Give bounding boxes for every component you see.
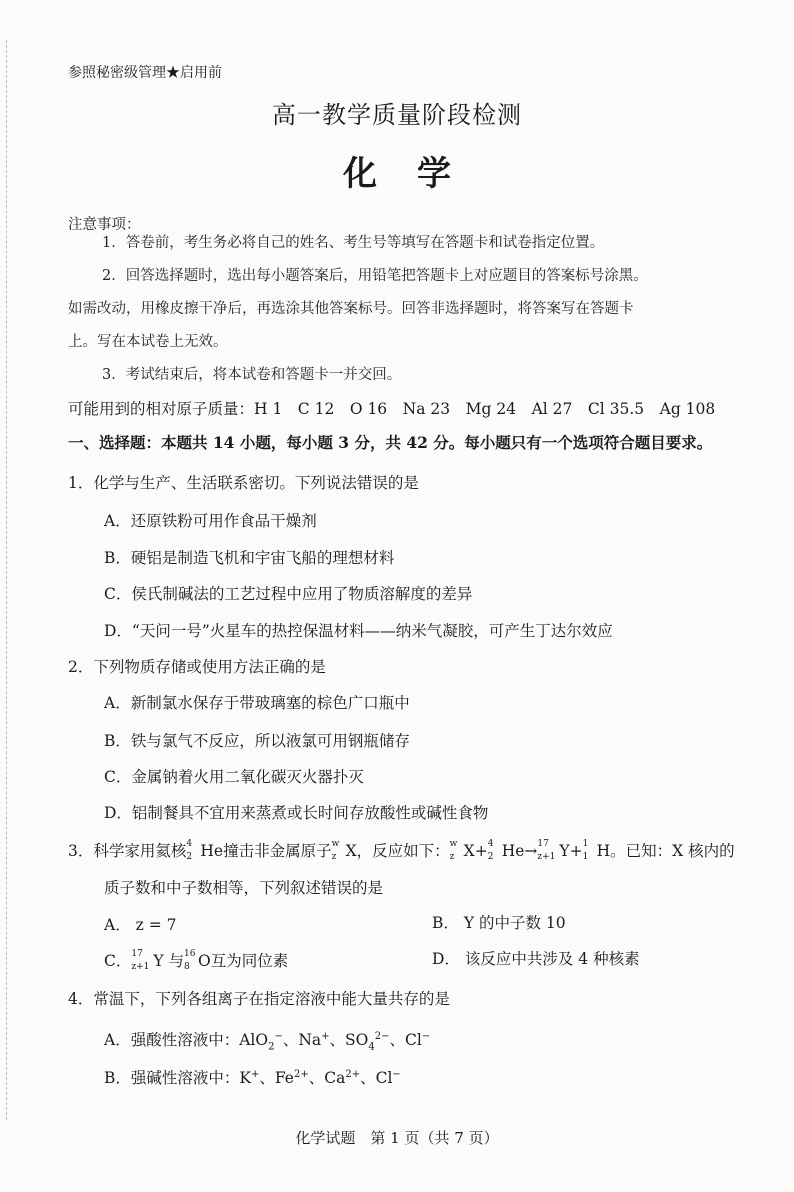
option-c-text-1: Y 与: [153, 952, 185, 970]
option-label: C．: [104, 952, 132, 970]
q1-option-d: D．“天问一号”火星车的热控保温材料——纳米气凝胶，可产生丁达尔效应: [104, 622, 613, 640]
q2-option-b: B．铁与氯气不反应，所以液氯可用钢瓶储存: [104, 732, 410, 750]
text: A．强酸性溶液中：AlO: [104, 1031, 269, 1050]
q4-option-b: [104, 1064, 401, 1089]
mass-number: 17: [131, 949, 143, 959]
reaction-he: He→: [501, 842, 538, 860]
reaction-x-nuclide: [450, 841, 464, 863]
text: 、Ca: [308, 1069, 346, 1088]
reaction-h: H。已知：X 核内的: [596, 842, 735, 860]
subscript: 2: [268, 1041, 275, 1053]
q3-option-a: A． z = 7: [104, 916, 177, 934]
notes-heading: 注意事项：: [68, 217, 141, 233]
q3-option-d: D． 该反应中共涉及 4 种核素: [432, 950, 640, 968]
note-item-1: 1．答卷前，考生务必将自己的姓名、考生号等填写在答题卡和试卷指定位置。: [102, 235, 605, 251]
text: 、Na: [282, 1031, 322, 1050]
atomic-number: 2: [186, 852, 193, 862]
atomic-number: z+1: [537, 852, 556, 862]
oxygen-nuclide: [184, 951, 198, 973]
mass-number: 4: [487, 839, 494, 849]
note-item-2-line-1: 2．回答选择题时，选出每小题答案后，用铅笔把答题卡上对应题目的答案标号涂黑。: [102, 268, 648, 284]
q2-stem: 2．下列物质存储或使用方法正确的是: [68, 658, 326, 676]
exam-title: 高一教学质量阶段检测: [272, 101, 522, 129]
binding-line: [6, 40, 7, 1120]
superscript: 2+: [345, 1069, 361, 1080]
q3-option-c: [104, 950, 288, 973]
q1-stem: 1．化学与生产、生活联系密切。下列说法错误的是: [68, 474, 419, 492]
reaction-h-nuclide: [583, 841, 597, 863]
q2-option-a: A．新制氯水保存于带玻璃塞的棕色广口瓶中: [104, 694, 410, 712]
text: 、Cl: [360, 1069, 393, 1088]
q3-text-2: 撞击非金属原子: [223, 842, 332, 860]
q1-option-a: A．还原铁粉可用作食品干燥剂: [104, 512, 317, 530]
superscript: 2−: [374, 1031, 390, 1042]
q3-option-b: B． Y 的中子数 10: [432, 914, 566, 932]
symbol-x: X: [345, 842, 357, 860]
section-1-heading: 一、选择题：本题共 14 小题，每小题 3 分，共 42 分。每小题只有一个选项符合题目要求。: [68, 433, 713, 452]
reaction-y: Y+: [559, 842, 583, 860]
superscript: 2+: [293, 1069, 309, 1080]
q3-stem-line-2: 质子数和中子数相等，下列叙述错误的是: [104, 879, 384, 897]
mass-number: 16: [184, 949, 196, 959]
y-nuclide: [131, 951, 153, 973]
text: B．强碱性溶液中：K: [104, 1069, 251, 1088]
atomic-number: 2: [487, 852, 494, 862]
q3-stem: [68, 840, 735, 863]
q2-option-c: C．金属钠着火用二氧化碳灭火器扑灭: [104, 768, 364, 786]
mass-number: w: [331, 839, 340, 849]
subscript: 4: [368, 1041, 375, 1053]
text: 、Fe: [259, 1069, 294, 1088]
superscript: −: [274, 1031, 283, 1042]
note-item-3: 3．考试结束后，将本试卷和答题卡一并交回。: [102, 367, 402, 383]
q3-text-1: 3．科学家用氦核: [68, 842, 187, 860]
reaction-y-nuclide: [537, 841, 559, 863]
atomic-masses: 可能用到的相对原子质量：H 1 C 12 O 16 Na 23 Mg 24 Al 27 Cl 35.5 Ag 108: [68, 400, 716, 418]
note-item-2-line-3: 上。写在本试卷上无效。: [68, 334, 228, 350]
q4-stem: 4．常温下，下列各组离子在指定溶液中能大量共存的是: [68, 990, 450, 1008]
option-c-text-2: O互为同位素: [198, 952, 289, 970]
text: 、Cl: [389, 1031, 422, 1050]
helium-nuclide: [186, 841, 200, 863]
mass-number: w: [449, 839, 458, 849]
mass-number: 1: [582, 839, 589, 849]
atomic-number: 8: [184, 962, 190, 972]
note-item-2-line-2: 如需改动，用橡皮擦干净后，再选涂其他答案标号。回答非选择题时，将答案写在答题卡: [68, 301, 634, 317]
secret-label: 参照秘密级管理★启用前: [68, 65, 222, 81]
atomic-number: z: [331, 852, 337, 862]
superscript: −: [392, 1069, 401, 1080]
superscript: −: [421, 1031, 431, 1042]
mass-number: 17: [537, 839, 549, 849]
atomic-number: 1: [582, 852, 589, 862]
reaction-x: X+: [463, 842, 488, 860]
superscript: +: [250, 1069, 260, 1080]
mass-number: 4: [186, 839, 193, 849]
superscript: +: [321, 1031, 330, 1042]
subject-title: 化学: [343, 154, 491, 194]
text: 、SO: [329, 1031, 369, 1050]
page-footer: 化学试题 第 1 页（共 7 页）: [295, 1129, 499, 1147]
symbol-he: He: [200, 842, 224, 860]
atomic-number: z: [449, 852, 455, 862]
q4-option-a: [104, 1026, 430, 1058]
reaction-he-nuclide: [488, 841, 502, 863]
atomic-number: z+1: [131, 962, 150, 972]
q2-option-d: D．铝制餐具不宜用来蒸煮或长时间存放酸性或碱性食物: [104, 804, 489, 822]
q3-text-3: ，反应如下：: [356, 842, 450, 860]
q1-option-c: C．侯氏制碱法的工艺过程中应用了物质溶解度的差异: [104, 585, 473, 603]
x-nuclide: [332, 841, 346, 863]
q1-option-b: B．硬铝是制造飞机和宇宙飞船的理想材料: [104, 549, 395, 567]
